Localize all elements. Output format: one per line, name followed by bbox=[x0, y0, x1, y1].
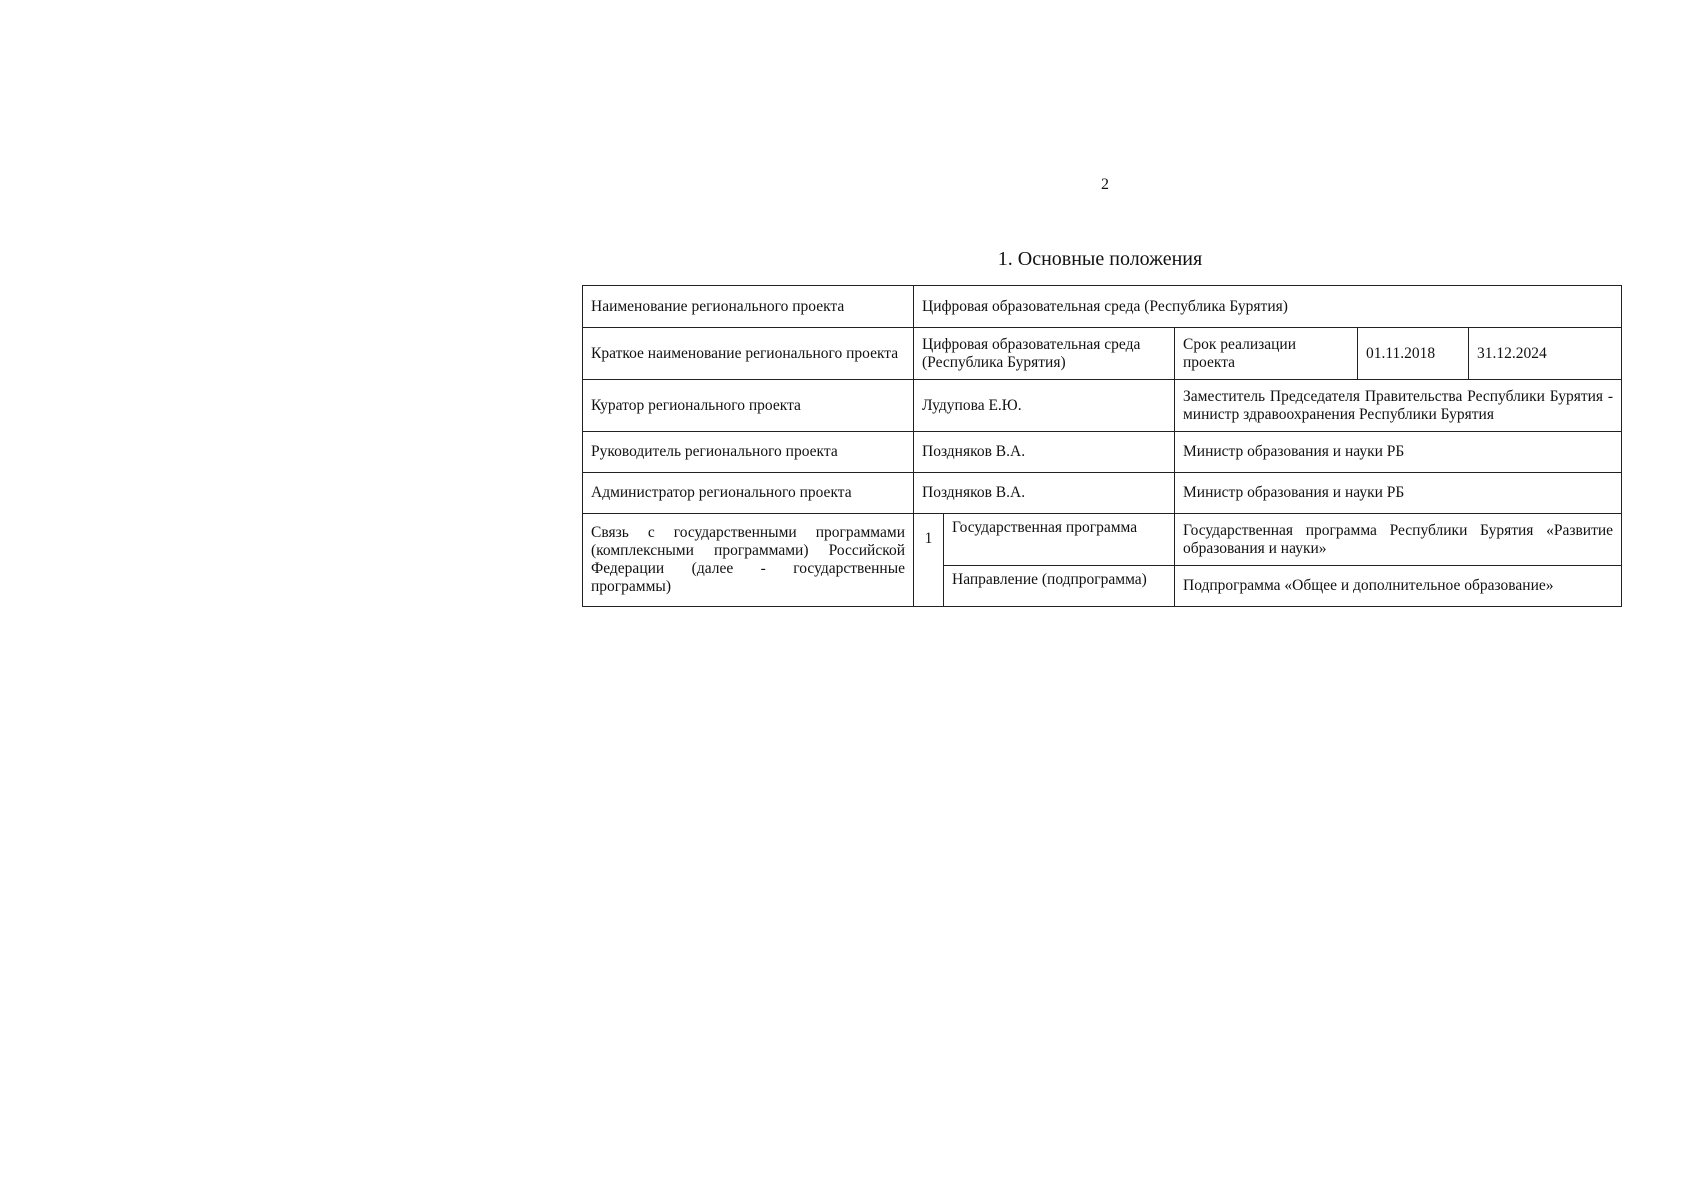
administrator-position: Министр образования и науки РБ bbox=[1175, 473, 1622, 514]
table-row-name bbox=[583, 286, 1622, 328]
curator-label: Куратор регионального проекта bbox=[583, 380, 914, 432]
short-name-value: Цифровая образовательная среда (Республика Бурятия) bbox=[914, 328, 1175, 380]
curator-person: Лудупова Е.Ю. bbox=[914, 380, 1175, 432]
table-row-state-program bbox=[583, 514, 1622, 566]
table-row-short-name bbox=[583, 328, 1622, 380]
start-date: 01.11.2018 bbox=[1358, 328, 1469, 380]
head-person: Поздняков В.А. bbox=[914, 432, 1175, 473]
state-program-value: Государственная программа Республики Бурятия «Развитие образования и науки» bbox=[1175, 514, 1622, 566]
project-name-value: Цифровая образовательная среда (Республика Бурятия) bbox=[914, 286, 1622, 328]
project-name-label: Наименование регионального проекта bbox=[583, 286, 914, 328]
period-label: Срок реализации проекта bbox=[1175, 328, 1358, 380]
page-number: 2 bbox=[1101, 176, 1109, 193]
program-number: 1 bbox=[914, 514, 944, 607]
state-program-label: Государственная программа bbox=[944, 514, 1175, 566]
section-title: 1. Основные положения bbox=[997, 248, 1203, 270]
table-row-administrator bbox=[583, 473, 1622, 514]
programs-label: Связь с государственными программами (комплексными программами) Российской Федерации (далее - государственные программы) bbox=[583, 514, 914, 607]
project-passport-table bbox=[582, 285, 1622, 607]
end-date: 31.12.2024 bbox=[1469, 328, 1622, 380]
subprogram-label: Направление (подпрограмма) bbox=[944, 566, 1175, 607]
head-label: Руководитель регионального проекта bbox=[583, 432, 914, 473]
administrator-label: Администратор регионального проекта bbox=[583, 473, 914, 514]
curator-position: Заместитель Председателя Правительства Республики Бурятия - министр здравоохранения Республики Бурятия bbox=[1175, 380, 1622, 432]
short-name-label: Краткое наименование регионального проекта bbox=[583, 328, 914, 380]
head-position: Министр образования и науки РБ bbox=[1175, 432, 1622, 473]
administrator-person: Поздняков В.А. bbox=[914, 473, 1175, 514]
table-row-curator bbox=[583, 380, 1622, 432]
table-row-head bbox=[583, 432, 1622, 473]
subprogram-value: Подпрограмма «Общее и дополнительное образование» bbox=[1175, 566, 1622, 607]
